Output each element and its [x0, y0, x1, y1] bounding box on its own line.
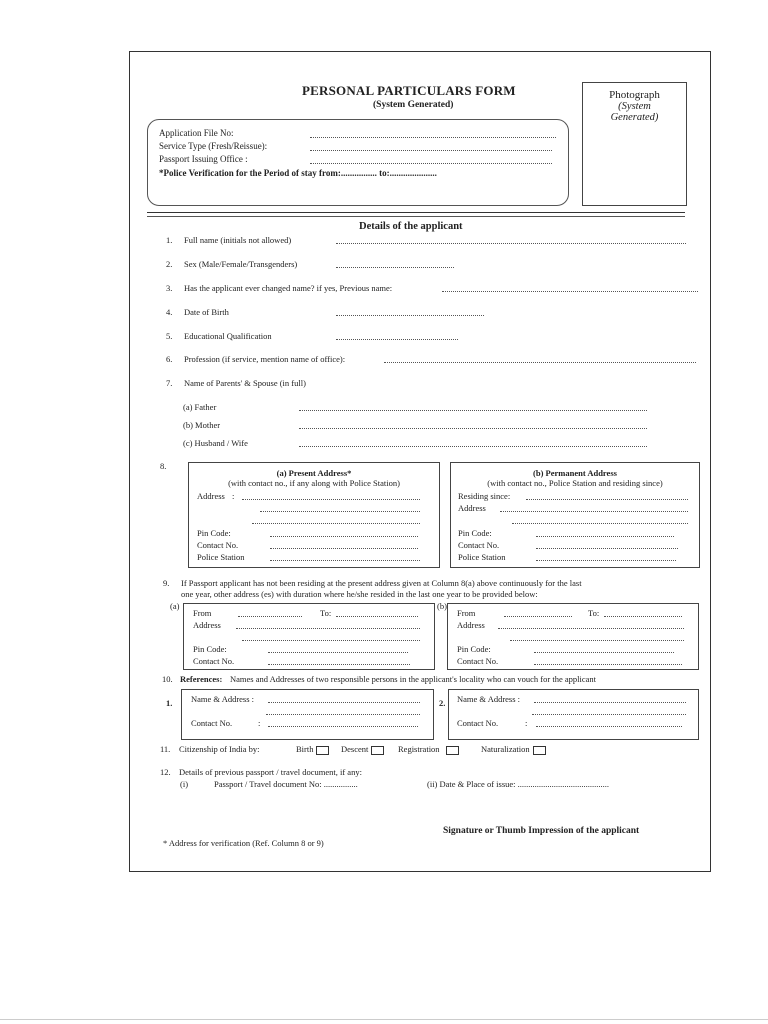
- q5-label: Educational Qualification: [184, 331, 272, 341]
- a-to-field[interactable]: [336, 616, 418, 617]
- b-address-line2[interactable]: [510, 640, 684, 641]
- divider-top: [147, 212, 685, 213]
- present-contact-field[interactable]: [270, 548, 418, 549]
- references-label: References:: [180, 674, 223, 684]
- a-pin-label: Pin Code:: [193, 644, 227, 654]
- full-name-field[interactable]: [336, 243, 686, 244]
- naturalization-label: Naturalization: [481, 744, 530, 754]
- permanent-address-line2[interactable]: [512, 523, 688, 524]
- birth-checkbox[interactable]: [316, 746, 329, 755]
- form-subtitle: (System Generated): [373, 100, 454, 110]
- photo-sub-2: Generated): [610, 112, 659, 123]
- ref-2-contact-field[interactable]: [536, 726, 682, 727]
- permanent-address-title: (b) Permanent Address: [533, 468, 617, 478]
- photograph-box: [582, 82, 687, 206]
- q4-number: 4.: [166, 307, 173, 317]
- ref-1-contact-label: Contact No.: [191, 718, 233, 728]
- q6-label: Profession (if service, mention name of office):: [184, 354, 346, 364]
- q2-number: 2.: [166, 259, 173, 269]
- q6-number: 6.: [166, 354, 173, 364]
- b-contact-field[interactable]: [534, 664, 682, 665]
- a-to-label: To:: [320, 608, 332, 618]
- present-police-field[interactable]: [270, 560, 420, 561]
- permanent-address-label: Address: [458, 503, 486, 513]
- q9-text-line1: If Passport applicant has not been residing at the present address given at Column 8(a) above continuously for the last: [181, 578, 582, 588]
- q4-label: Date of Birth: [184, 307, 229, 317]
- date-place-issue-label: (ii) Date & Place of issue: ...........................................: [427, 779, 610, 789]
- permanent-contact-label: Contact No.: [458, 540, 500, 550]
- sex-field[interactable]: [336, 267, 454, 268]
- q8-number: 8.: [160, 461, 167, 471]
- ref-2-number: 2.: [439, 698, 446, 708]
- q12-number: 12.: [160, 767, 171, 777]
- b-contact-label: Contact No.: [457, 656, 499, 666]
- present-address-title: (a) Present Address*: [276, 468, 352, 478]
- service-type-field[interactable]: [310, 150, 552, 151]
- b-from-label: From: [457, 608, 476, 618]
- permanent-address-line1[interactable]: [500, 511, 688, 512]
- ref-2-name-line2[interactable]: [532, 714, 686, 715]
- b-address-label: Address: [457, 620, 485, 630]
- b-to-field[interactable]: [604, 616, 682, 617]
- a-from-field[interactable]: [238, 616, 302, 617]
- footnote: * Address for verification (Ref. Column 8 or 9): [163, 838, 324, 848]
- issuing-office-label: Passport Issuing Office :: [159, 154, 248, 164]
- service-type-label: Service Type (Fresh/Reissue):: [159, 141, 268, 151]
- q7-number: 7.: [166, 378, 173, 388]
- naturalization-checkbox[interactable]: [533, 746, 546, 755]
- b-pin-label: Pin Code:: [457, 644, 491, 654]
- residing-since-field[interactable]: [526, 499, 688, 500]
- q2-label: Sex (Male/Female/Transgenders): [184, 259, 298, 269]
- q11-number: 11.: [160, 744, 171, 754]
- a-contact-field[interactable]: [268, 664, 410, 665]
- dob-field[interactable]: [336, 315, 484, 316]
- b-address-line1[interactable]: [498, 628, 684, 629]
- a-from-label: From: [193, 608, 212, 618]
- form-title: PERSONAL PARTICULARS FORM: [302, 83, 516, 98]
- present-pin-field[interactable]: [270, 536, 418, 537]
- q9-number: 9.: [163, 578, 170, 588]
- q1-number: 1.: [166, 235, 173, 245]
- permanent-pin-field[interactable]: [536, 536, 674, 537]
- education-field[interactable]: [336, 339, 458, 340]
- q9-text-line2: one year, other address (es) with duration where he/she resided in the last one year to be provided below:: [181, 589, 538, 599]
- registration-checkbox[interactable]: [446, 746, 459, 755]
- permanent-pin-label: Pin Code:: [458, 528, 492, 538]
- residing-since-label: Residing since:: [458, 491, 511, 501]
- a-address-label: Address: [193, 620, 221, 630]
- registration-label: Registration: [398, 744, 440, 754]
- descent-label: Descent: [341, 744, 369, 754]
- mother-field[interactable]: [299, 428, 647, 429]
- profession-field[interactable]: [384, 362, 696, 363]
- q9-b-label: (b): [437, 601, 447, 611]
- q10-number: 10.: [162, 674, 173, 684]
- signature-label: Signature or Thumb Impression of the applicant: [443, 826, 640, 836]
- q5-number: 5.: [166, 331, 173, 341]
- ref-2-name-line1[interactable]: [534, 702, 686, 703]
- present-contact-label: Contact No.: [197, 540, 239, 550]
- present-police-label: Police Station: [197, 552, 245, 562]
- b-from-field[interactable]: [504, 616, 572, 617]
- father-label: (a) Father: [183, 402, 217, 412]
- photo-label: Photograph: [609, 89, 660, 101]
- passport-no-label: Passport / Travel document No: ................: [214, 779, 358, 789]
- q9-a-label: (a): [170, 601, 180, 611]
- a-address-line2[interactable]: [242, 640, 420, 641]
- b-pin-field[interactable]: [534, 652, 674, 653]
- ref-1-name-label: Name & Address :: [191, 694, 255, 704]
- permanent-police-label: Police Station: [458, 552, 506, 562]
- ref-1-contact-field[interactable]: [268, 726, 418, 727]
- references-text: Names and Addresses of two responsible persons in the applicant's locality who can vouch for the applicant: [230, 674, 596, 684]
- permanent-address-subtitle: (with contact no., Police Station and residing since): [487, 478, 663, 488]
- present-address-subtitle: (with contact no., if any along with Police Station): [228, 478, 400, 488]
- ref-1-name-line2[interactable]: [266, 714, 420, 715]
- a-contact-label: Contact No.: [193, 656, 235, 666]
- file-no-field[interactable]: [310, 137, 556, 138]
- ref-2-contact-label: Contact No.: [457, 718, 499, 728]
- b-to-label: To:: [588, 608, 600, 618]
- ref-1-number: 1.: [166, 698, 173, 708]
- ref-2-name-label: Name & Address :: [457, 694, 521, 704]
- a-pin-field[interactable]: [268, 652, 408, 653]
- q7-label: Name of Parents' & Spouse (in full): [184, 378, 306, 388]
- a-address-line1[interactable]: [236, 628, 420, 629]
- police-verification-label: *Police Verification for the Period of stay from:................ to:.....................: [159, 168, 437, 178]
- section-title: Details of the applicant: [359, 221, 463, 232]
- descent-checkbox[interactable]: [371, 746, 384, 755]
- q11-label: Citizenship of India by:: [179, 744, 260, 754]
- present-address-label: Address: [197, 491, 225, 501]
- previous-name-field[interactable]: [442, 291, 698, 292]
- husband-wife-field[interactable]: [299, 446, 647, 447]
- present-address-line2[interactable]: [260, 511, 420, 512]
- divider-bottom: [147, 216, 685, 217]
- present-pin-label: Pin Code:: [197, 528, 231, 538]
- photo-sub-1: (System: [618, 101, 651, 112]
- q3-label: Has the applicant ever changed name? if yes, Previous name:: [184, 283, 393, 293]
- father-field[interactable]: [299, 410, 647, 411]
- q1-label: Full name (initials not allowed): [184, 235, 292, 245]
- page-edge: [0, 1019, 768, 1020]
- mother-label: (b) Mother: [183, 420, 221, 430]
- husband-wife-label: (c) Husband / Wife: [183, 438, 248, 448]
- issuing-office-field[interactable]: [310, 163, 552, 164]
- permanent-police-field[interactable]: [536, 560, 676, 561]
- present-address-line1[interactable]: [242, 499, 420, 500]
- birth-label: Birth: [296, 744, 314, 754]
- q12-i-label: (i): [180, 779, 189, 789]
- q12-label: Details of previous passport / travel document, if any:: [179, 767, 362, 777]
- ref-1-name-line1[interactable]: [268, 702, 420, 703]
- q3-number: 3.: [166, 283, 173, 293]
- present-address-line3[interactable]: [252, 523, 420, 524]
- permanent-contact-field[interactable]: [536, 548, 678, 549]
- file-no-label: Application File No:: [159, 128, 234, 138]
